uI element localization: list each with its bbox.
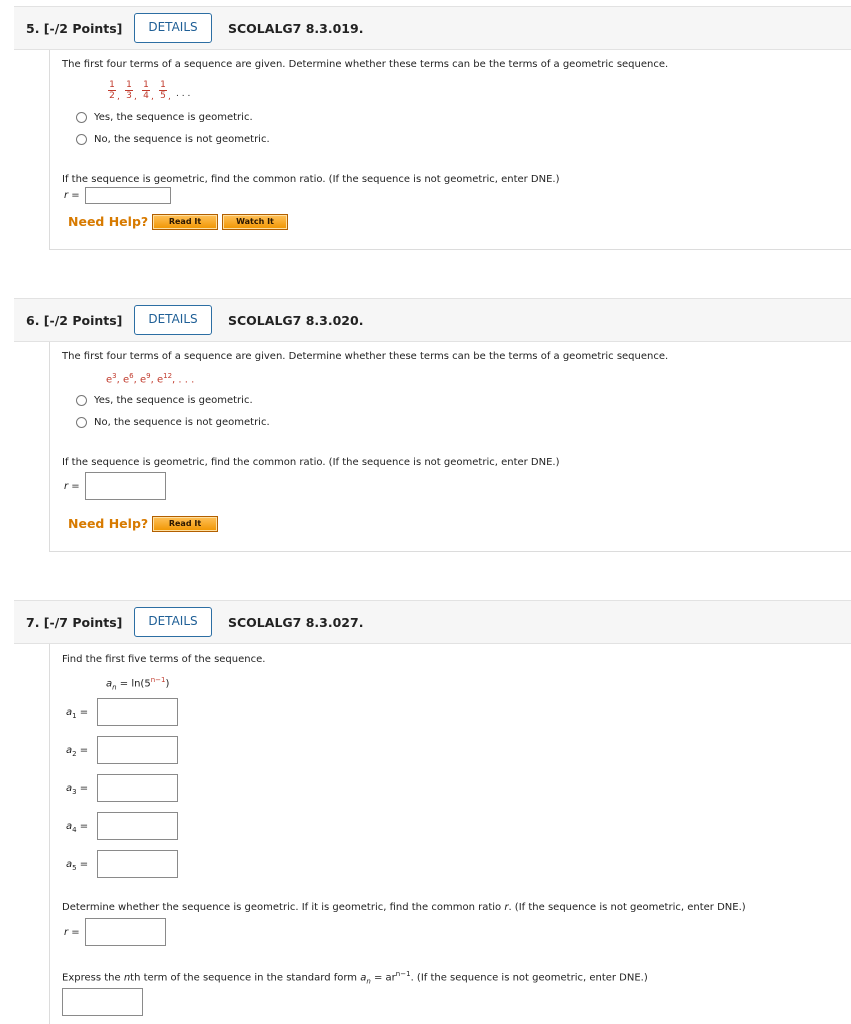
q7-term-3-input[interactable] xyxy=(97,774,178,802)
q7-term-3-label: $a_3$ = xyxy=(66,783,89,796)
q6-option-no-label: No, the sequence is not geometric. xyxy=(94,417,270,428)
q7-term-1-input[interactable] xyxy=(97,698,178,726)
q5-code: SCOLALG7 8.3.019. xyxy=(228,21,364,36)
q7-formula: $a_n = \ln(5^{n-1})$ xyxy=(106,676,170,692)
q7-details-button[interactable]: DETAILS xyxy=(134,607,212,637)
q7-nth-input[interactable] xyxy=(62,988,143,1016)
q5-option-no-label: No, the sequence is not geometric. xyxy=(94,134,270,145)
q6-need-help: Need Help? xyxy=(68,516,149,531)
q5-fraction-1: 1 2 xyxy=(109,80,115,101)
q6-ratio-label: r = xyxy=(64,481,80,492)
q5-need-help: Need Help? xyxy=(68,214,149,229)
q6-header xyxy=(14,298,851,342)
q7-term-4-input[interactable] xyxy=(97,812,178,840)
q5-radio-no[interactable] xyxy=(76,134,87,145)
q5-watch-it-button[interactable]: Watch It xyxy=(222,214,288,230)
q6-read-it-button[interactable]: Read It xyxy=(152,516,218,532)
q7-nth-prompt: Express the nth term of the sequence in the standard form $a_n = ar^{n-1}$. (If the sequence is not geometric, enter DNE.) xyxy=(62,970,648,986)
q6-ratio-input[interactable] xyxy=(85,472,166,500)
q5-fraction-2: 1 3 xyxy=(126,80,132,101)
q5-read-it-button[interactable]: Read It xyxy=(152,214,218,230)
q6-prompt: The first four terms of a sequence are given. Determine whether these terms can be the terms of a geometric sequence. xyxy=(62,351,669,362)
q6-terms: $e^3$, $e^6$, $e^9$, $e^{12}$, . . . xyxy=(106,372,195,386)
q7-ratio-prompt: Determine whether the sequence is geometric. If it is geometric, find the common ratio r. (If the sequence is not geometric, enter DNE.) xyxy=(62,902,746,913)
q5-fraction-4: 1 5 xyxy=(160,80,166,101)
q7-ratio-label: r = xyxy=(64,927,80,938)
q5-option-yes-label: Yes, the sequence is geometric. xyxy=(94,112,253,123)
q7-prompt: Find the first five terms of the sequence. xyxy=(62,654,266,665)
q6-option-yes-label: Yes, the sequence is geometric. xyxy=(94,395,253,406)
q6-number: 6. [-/2 Points] xyxy=(26,313,123,328)
q6-radio-yes[interactable] xyxy=(76,395,87,406)
q5-header xyxy=(14,6,851,50)
q6-code: SCOLALG7 8.3.020. xyxy=(228,313,364,328)
q7-term-2-label: $a_2$ = xyxy=(66,745,89,758)
q7-number: 7. [-/7 Points] xyxy=(26,615,123,630)
q5-fraction-3: 1 4 xyxy=(143,80,149,101)
q5-number: 5. [-/2 Points] xyxy=(26,21,123,36)
q5-ratio-input[interactable] xyxy=(85,187,171,204)
q7-code: SCOLALG7 8.3.027. xyxy=(228,615,364,630)
q7-term-5-input[interactable] xyxy=(97,850,178,878)
q7-term-5-label: $a_5$ = xyxy=(66,859,89,872)
q5-ellipsis: . . . xyxy=(176,89,191,99)
q7-term-1-label: $a_1$ = xyxy=(66,707,89,720)
q5-details-button[interactable]: DETAILS xyxy=(134,13,212,43)
q7-ratio-input[interactable] xyxy=(85,918,166,946)
q6-ratio-prompt: If the sequence is geometric, find the common ratio. (If the sequence is not geometric, enter DNE.) xyxy=(62,457,560,468)
q5-prompt: The first four terms of a sequence are given. Determine whether these terms can be the terms of a geometric sequence. xyxy=(62,59,669,70)
q5-ratio-prompt: If the sequence is geometric, find the common ratio. (If the sequence is not geometric, enter DNE.) xyxy=(62,174,560,185)
q5-ratio-label: r = xyxy=(64,190,80,201)
q7-term-2-input[interactable] xyxy=(97,736,178,764)
q6-radio-no[interactable] xyxy=(76,417,87,428)
q7-term-4-label: $a_4$ = xyxy=(66,821,89,834)
q6-details-button[interactable]: DETAILS xyxy=(134,305,212,335)
q5-radio-yes[interactable] xyxy=(76,112,87,123)
q7-header xyxy=(14,600,851,644)
